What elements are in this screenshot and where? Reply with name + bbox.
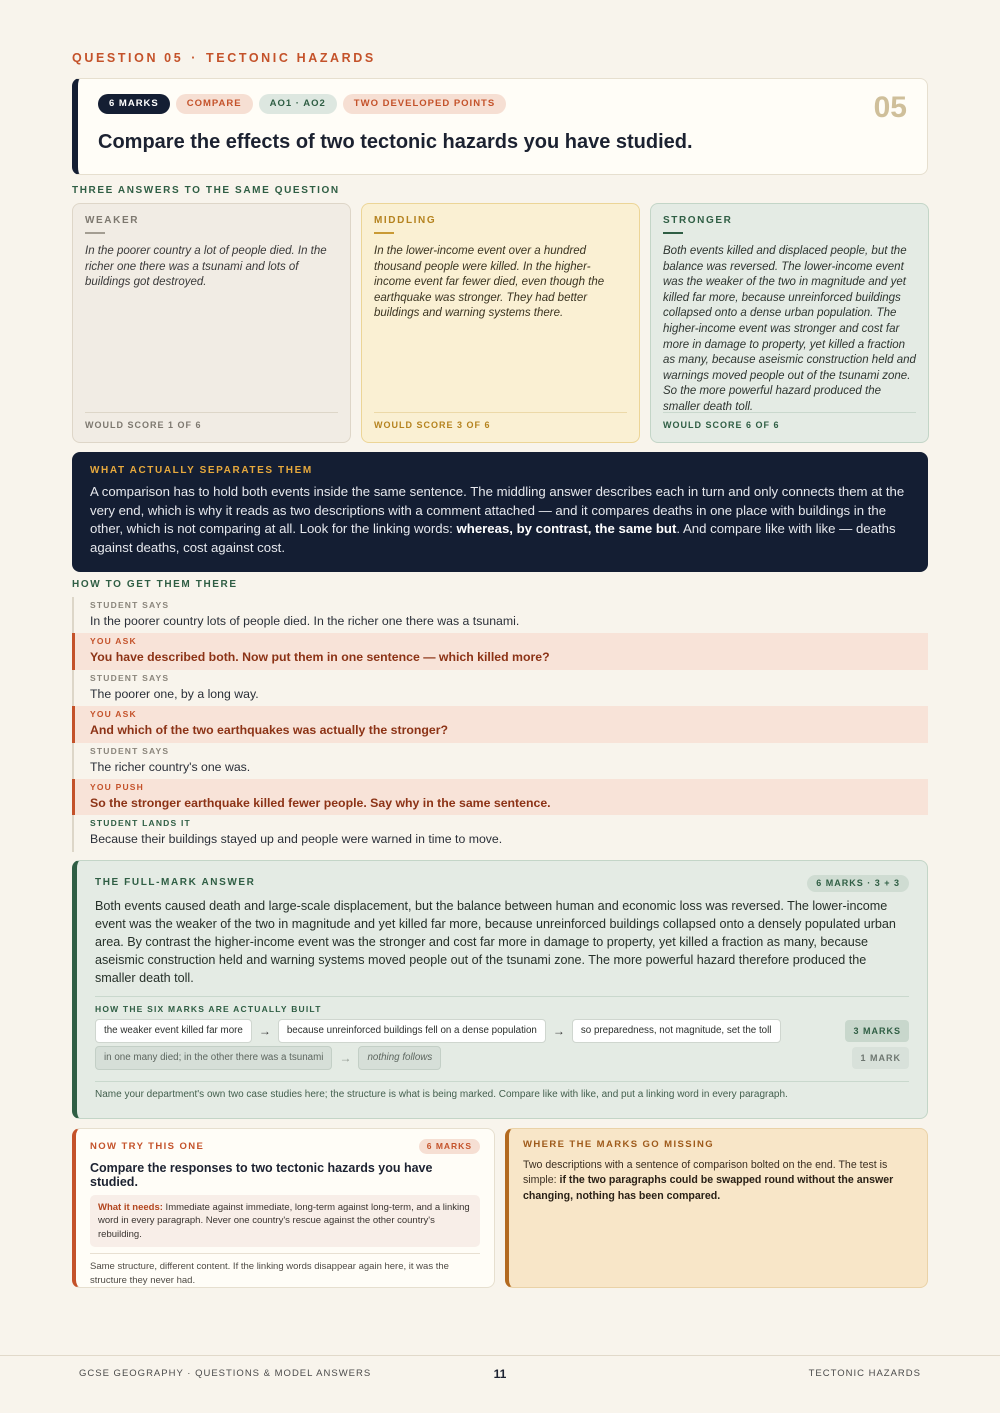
separation-text [90,483,910,557]
page-footer [79,1368,921,1382]
strong-chain-row [95,1019,909,1043]
arrow-icon: → [339,1051,352,1065]
speaker-label: STUDENT SAYS [90,672,170,683]
speaker-label: YOU ASK [90,709,137,720]
kicker-separator: · [191,51,199,65]
dialogue-turn-teacher [72,706,928,742]
chain-step: in one many died; in the other there was a tsunami [95,1046,332,1070]
dialogue-turn-student [72,597,928,633]
assessment-objective-tag: AO1 · AO2 [259,94,337,114]
answer-level-label: STRONGER [663,215,733,226]
dialogue-section-label: HOW TO GET THEM THERE [72,579,238,590]
needs-box [90,1195,480,1247]
strong-chain-marks: 3 MARKS [845,1020,909,1042]
question-tags [98,94,506,114]
marks-tag: 6 MARKS [98,94,170,114]
answer-level-label: MIDDLING [374,215,437,226]
arrow-icon: → [258,1024,271,1038]
turn-text: So the stronger earthquake killed fewer people. Say why in the same sentence. [90,795,551,810]
divider [90,1253,480,1254]
answer-score: WOULD SCORE 1 OF 6 [85,412,338,442]
answer-score: WOULD SCORE 3 OF 6 [374,412,627,442]
dialogue-turn-student-final [72,815,928,851]
full-mark-note: Name your department's own two case studies here; the structure is what is being marked. Compare like with like, and put a linking word in every paragraph. [95,1089,788,1100]
divider [95,996,909,997]
turn-text: The richer country's one was. [90,759,251,774]
level-underline [374,232,394,234]
answer-text: In the poorer country a lot of people died. In the richer one there was a tsunami and lots of buildings got destroyed. [85,245,327,289]
divider [95,1081,909,1082]
marks-missing-start: Two descriptions with a sentence of comparison bolted on the end. The test is simple: [523,1159,888,1187]
speaker-label: STUDENT LANDS IT [90,818,191,829]
stronger-answer-card [650,203,929,443]
chain-step: so preparedness, not magnitude, set the toll [572,1019,781,1043]
answers-section-label: THREE ANSWERS TO THE SAME QUESTION [72,185,340,196]
weaker-answer-card [72,203,351,443]
full-mark-badge: 6 MARKS · 3 + 3 [807,875,909,892]
topic-label: TECTONIC HAZARDS [206,51,376,65]
footer-book-title: GCSE GEOGRAPHY · QUESTIONS & MODEL ANSWERS [79,1368,372,1379]
marks-missing-label: WHERE THE MARKS GO MISSING [523,1139,715,1150]
weak-chain-row [95,1046,909,1070]
dialogue-turn-student [72,670,928,706]
answer-text: Both events killed and displaced people, but the balance was reversed. The lower-income event was the weaker of the two in magnitude and yet killed far more, because unreinforced buildings collapsed onto a dense urban population. The higher-income event was stronger and cost far more in damage to property, yet killed a fraction as many, because aseismic construction held and warnings moved people out of the tsunami zone. So the more powerful hazard produced the smaller death toll. [663,245,916,413]
weak-chain-marks: 1 MARK [852,1047,909,1069]
full-mark-answer-card [72,860,928,1119]
dialogue-turn-teacher [72,633,928,669]
level-underline [663,232,683,234]
separation-text-start: A comparison has to hold both events inside the same sentence. The middling answer describes each in turn and only connects them at the very end, which is why it reads as two descriptions with a comment attached — and it compares deaths in one place with buildings in the other, which is not comparing at all. Look for the linking words: [90,484,905,537]
answer-text: In the lower-income event over a hundred thousand people were killed. In the higher-income event far fewer died, even though the earthquake was stronger. They had better buildings and warning systems there. [374,245,605,320]
turn-text: The poorer one, by a long way. [90,686,259,701]
speaker-label: STUDENT SAYS [90,600,170,610]
marks-missing-text [523,1158,913,1204]
answer-score: WOULD SCORE 6 OF 6 [663,412,916,442]
speaker-label: YOU PUSH [90,781,144,792]
try-question: Compare the responses to two tectonic hazards you have studied. [90,1161,433,1189]
speaker-label: YOU ASK [90,636,137,647]
separation-text-end: . And compare like with like — deaths against deaths, cost against cost. [90,521,896,555]
linking-words: whereas, by contrast, the same but [456,521,677,537]
command-word-tag: COMPARE [176,94,253,114]
try-this-card [72,1128,495,1288]
dialogue-turn-teacher [72,779,928,815]
footer-divider [0,1355,1000,1356]
turn-text: And which of the two earthquakes was actually the stronger? [90,723,449,738]
footer-topic: TECTONIC HAZARDS [808,1368,921,1379]
requirement-tag: TWO DEVELOPED POINTS [343,94,506,114]
level-underline [85,232,105,234]
chain-step: because unreinforced buildings fell on a dense population [278,1019,546,1043]
turn-text: You have described both. Now put them in one sentence — which killed more? [90,650,550,665]
page-number: 11 [493,1367,507,1381]
try-note: Same structure, different content. If the linking words disappear again here, it was the structure they never had. [90,1260,449,1286]
try-label: NOW TRY THIS ONE [90,1141,205,1152]
marks-missing-test: if the two paragraphs could be swapped round without the answer changing, nothing has been compared. [523,1174,894,1202]
chain-step: nothing follows [358,1046,441,1070]
separation-explanation-box [72,452,928,572]
speaker-label: STUDENT SAYS [90,745,170,756]
marks-build-label: HOW THE SIX MARKS ARE ACTUALLY BUILT [95,1004,322,1014]
question-text: Compare the effects of two tectonic hazards you have studied. [98,131,693,153]
dialogue-list [72,597,928,852]
question-card [72,78,928,175]
question-number: 05 [873,91,907,124]
middling-answer-card [361,203,640,443]
needs-text: Immediate against immediate, long-term against long-term, and a linking word in every paragraph. Never one country's rescue against the other country's rebuilding. [98,1202,470,1240]
question-number-label: QUESTION 05 [72,51,184,65]
marks-missing-card [505,1128,928,1288]
answer-level-label: WEAKER [85,215,140,226]
dialogue-turn-student [72,743,928,779]
full-mark-label: THE FULL-MARK ANSWER [95,877,256,888]
arrow-icon: → [552,1024,565,1038]
try-marks-badge: 6 MARKS [419,1139,480,1154]
chain-step: the weaker event killed far more [95,1019,252,1043]
separation-label: WHAT ACTUALLY SEPARATES THEM [90,465,313,476]
turn-text: In the poorer country lots of people died. In the richer one there was a tsunami. [90,614,520,628]
needs-label: What it needs: [98,1202,163,1213]
full-mark-text: Both events caused death and large-scale displacement, but the balance between human and economic loss was reversed. The lower-income event was the weaker of the two in magnitude and yet killed far more, because unreinforced buildings collapsed onto a densely populated urban area. By contrast the higher-income event was the stronger and cost far more in damage to property, yet killed a fraction as many, because aseismic construction held and warning systems moved people out of the tsunami zone. The more powerful hazard therefore produced the smaller death toll. [95,899,896,985]
question-kicker [72,51,376,65]
turn-text: Because their buildings stayed up and people were warned in time to move. [90,832,503,847]
